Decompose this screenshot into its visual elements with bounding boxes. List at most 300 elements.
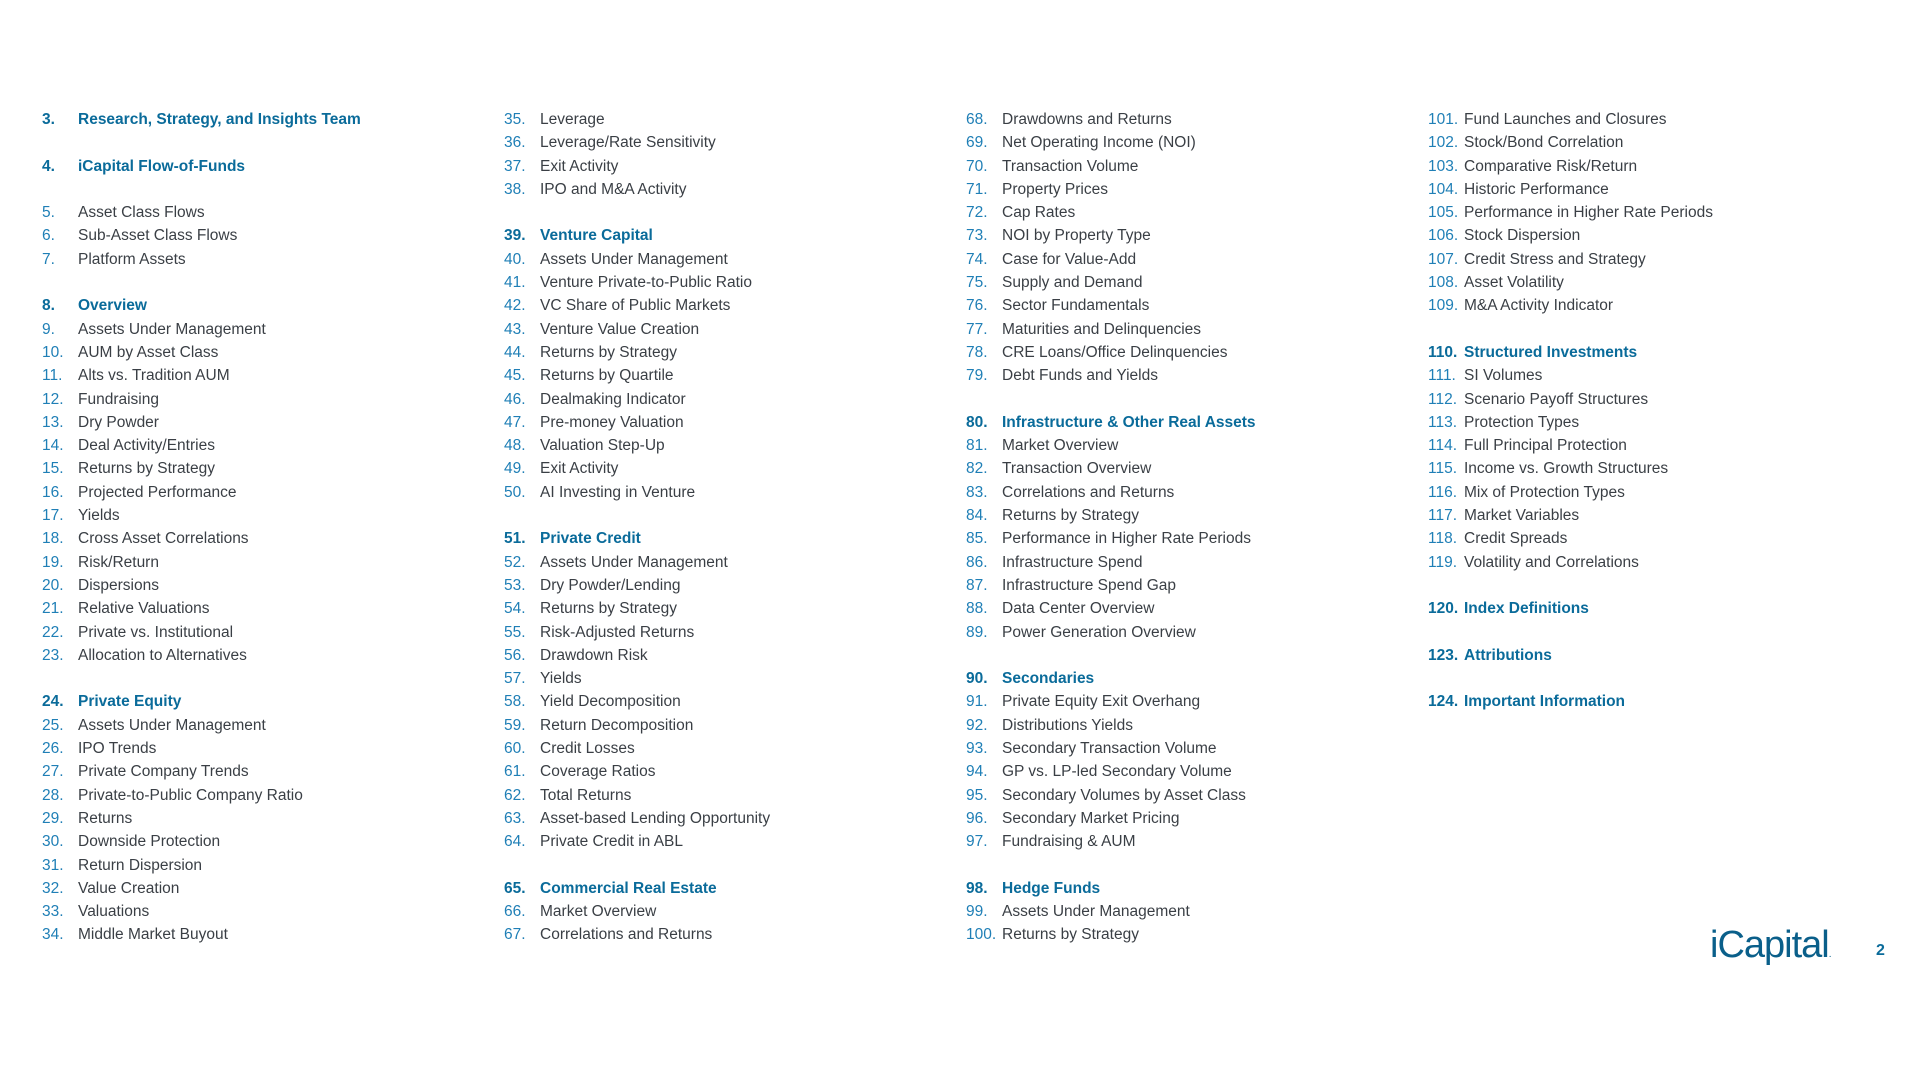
toc-entry[interactable]	[1428, 411, 1868, 434]
toc-entry[interactable]	[504, 108, 944, 131]
toc-entry[interactable]	[42, 737, 482, 760]
toc-label: Supply and Demand	[1002, 274, 1143, 292]
toc-entry[interactable]	[966, 737, 1406, 760]
toc-label: Risk-Adjusted Returns	[540, 623, 695, 641]
toc-entry[interactable]	[504, 737, 944, 760]
toc-spacer	[1428, 667, 1868, 690]
toc-section-heading[interactable]	[504, 224, 944, 247]
toc-label: Dry Powder	[78, 413, 159, 431]
toc-label: Yields	[78, 507, 120, 525]
toc-page-number: 39.	[504, 227, 526, 245]
toc-label: Secondary Transaction Volume	[1002, 740, 1217, 758]
toc-entry[interactable]	[504, 900, 944, 923]
toc-section-heading[interactable]	[1428, 644, 1868, 667]
toc-entry[interactable]	[42, 760, 482, 783]
toc-page-number: 87.	[966, 576, 988, 594]
toc-page-number: 94.	[966, 763, 988, 781]
toc-label: Pre-money Valuation	[540, 413, 684, 431]
toc-section-heading[interactable]	[42, 690, 482, 713]
toc-entry[interactable]	[966, 364, 1406, 387]
toc-entry[interactable]	[1428, 388, 1868, 411]
toc-entry[interactable]	[1428, 481, 1868, 504]
toc-entry[interactable]	[1428, 178, 1868, 201]
toc-page-number: 76.	[966, 297, 988, 315]
toc-page-number: 67.	[504, 926, 526, 944]
toc-label: Risk/Return	[78, 553, 159, 571]
toc-entry[interactable]	[42, 248, 482, 271]
toc-page-number: 17.	[42, 507, 64, 525]
toc-spacer	[504, 854, 944, 877]
toc-label: GP vs. LP-led Secondary Volume	[1002, 763, 1232, 781]
toc-section-heading[interactable]	[42, 294, 482, 317]
toc-page-number: 108.	[1428, 274, 1459, 292]
toc-entry[interactable]	[42, 224, 482, 247]
toc-page-number: 24.	[42, 693, 64, 711]
toc-entry[interactable]	[504, 784, 944, 807]
toc-entry[interactable]	[42, 364, 482, 387]
toc-entry[interactable]	[42, 481, 482, 504]
toc-entry[interactable]	[504, 294, 944, 317]
toc-entry[interactable]	[42, 854, 482, 877]
toc-page-number: 105.	[1428, 204, 1459, 222]
toc-label: Assets Under Management	[540, 553, 728, 571]
logo-mark: .	[1828, 949, 1832, 960]
toc-spacer	[504, 504, 944, 527]
toc-entry[interactable]	[504, 411, 944, 434]
toc-page-number: 27.	[42, 763, 64, 781]
toc-section-heading[interactable]	[504, 877, 944, 900]
toc-entry[interactable]	[504, 248, 944, 271]
toc-label: Total Returns	[540, 786, 632, 804]
toc-label: Infrastructure Spend Gap	[1002, 576, 1177, 594]
toc-entry[interactable]	[42, 551, 482, 574]
toc-label: Deal Activity/Entries	[78, 437, 215, 455]
toc-entry[interactable]	[504, 667, 944, 690]
toc-entry[interactable]	[42, 621, 482, 644]
toc-label: Net Operating Income (NOI)	[1002, 134, 1196, 152]
toc-page-number: 9.	[42, 320, 55, 338]
toc-page-number: 117.	[1428, 507, 1458, 525]
toc-page-number: 48.	[504, 437, 526, 455]
toc-label: Private Equity Exit Overhang	[1002, 693, 1201, 711]
toc-entry[interactable]	[1428, 457, 1868, 480]
toc-label: Private-to-Public Company Ratio	[78, 786, 303, 804]
toc-page-number: 91.	[966, 693, 988, 711]
toc-entry[interactable]	[42, 411, 482, 434]
toc-entry[interactable]	[966, 690, 1406, 713]
toc-entry[interactable]	[42, 201, 482, 224]
toc-entry[interactable]	[966, 457, 1406, 480]
toc-label: SI Volumes	[1464, 367, 1543, 385]
toc-entry[interactable]	[504, 923, 944, 946]
toc-page-number: 106.	[1428, 227, 1459, 245]
toc-page-number: 78.	[966, 343, 988, 361]
toc-label: Correlations and Returns	[540, 926, 713, 944]
toc-entry[interactable]	[1428, 155, 1868, 178]
toc-page-number: 45.	[504, 367, 526, 385]
toc-page-number: 4.	[42, 157, 55, 175]
toc-page-number: 124.	[1428, 693, 1459, 711]
toc-label: Returns	[78, 809, 133, 827]
toc-entry[interactable]	[1428, 271, 1868, 294]
toc-spacer	[1428, 621, 1868, 644]
toc-label: Venture Capital	[540, 227, 653, 245]
toc-label: Stock Dispersion	[1464, 227, 1581, 245]
toc-section-heading[interactable]	[1428, 341, 1868, 364]
toc-label: Structured Investments	[1464, 343, 1638, 361]
toc-entry[interactable]	[1428, 224, 1868, 247]
toc-page-number: 50.	[504, 483, 526, 501]
icapital-logo	[1710, 924, 1832, 967]
toc-entry[interactable]	[966, 201, 1406, 224]
toc-entry[interactable]	[42, 318, 482, 341]
toc-entry[interactable]	[42, 457, 482, 480]
toc-entry[interactable]	[504, 178, 944, 201]
toc-label: Allocation to Alternatives	[78, 646, 247, 664]
toc-page-number: 34.	[42, 926, 64, 944]
toc-page-number: 19.	[42, 553, 64, 571]
toc-label: Secondary Market Pricing	[1002, 809, 1180, 827]
toc-label: Credit Spreads	[1464, 530, 1568, 548]
toc-page-number: 118.	[1428, 530, 1458, 548]
toc-entry[interactable]	[42, 714, 482, 737]
toc-spacer	[42, 131, 482, 154]
toc-label: Volatility and Correlations	[1464, 553, 1639, 571]
toc-section-heading[interactable]	[966, 667, 1406, 690]
toc-page-number: 14.	[42, 437, 64, 455]
toc-entry[interactable]	[42, 504, 482, 527]
toc-page-number: 63.	[504, 809, 526, 827]
toc-entry[interactable]	[966, 784, 1406, 807]
toc-entry[interactable]	[504, 760, 944, 783]
toc-page-number: 71.	[966, 180, 988, 198]
toc-entry[interactable]	[504, 364, 944, 387]
toc-entry[interactable]	[966, 434, 1406, 457]
toc-label: Exit Activity	[540, 460, 619, 478]
toc-entry[interactable]	[966, 527, 1406, 550]
toc-section-heading[interactable]	[1428, 597, 1868, 620]
toc-page-number: 42.	[504, 297, 526, 315]
toc-label: Returns by Strategy	[540, 600, 677, 618]
toc-label: iCapital Flow-of-Funds	[78, 157, 246, 175]
toc-page-number: 38.	[504, 180, 526, 198]
toc-page-number: 52.	[504, 553, 526, 571]
toc-label: Secondary Volumes by Asset Class	[1002, 786, 1246, 804]
toc-entry[interactable]	[504, 271, 944, 294]
toc-section-heading[interactable]	[966, 411, 1406, 434]
toc-entry[interactable]	[966, 621, 1406, 644]
toc-section-heading[interactable]	[42, 108, 482, 131]
toc-entry[interactable]	[966, 481, 1406, 504]
toc-entry[interactable]	[42, 830, 482, 853]
toc-entry[interactable]	[42, 527, 482, 550]
toc-entry[interactable]	[504, 131, 944, 154]
toc-label: Coverage Ratios	[540, 763, 656, 781]
toc-label: Full Principal Protection	[1464, 437, 1627, 455]
toc-entry[interactable]	[966, 155, 1406, 178]
toc-entry[interactable]	[504, 807, 944, 830]
toc-label: Income vs. Growth Structures	[1464, 460, 1669, 478]
toc-entry[interactable]	[966, 271, 1406, 294]
toc-entry[interactable]	[966, 597, 1406, 620]
toc-entry[interactable]	[504, 457, 944, 480]
toc-page-number: 99.	[966, 903, 988, 921]
toc-entry[interactable]	[504, 155, 944, 178]
toc-page-number: 36.	[504, 134, 526, 152]
toc-spacer	[504, 201, 944, 224]
toc-label: Performance in Higher Rate Periods	[1002, 530, 1251, 548]
toc-page-number: 13.	[42, 413, 64, 431]
toc-page-number: 102.	[1428, 134, 1459, 152]
toc-entry[interactable]	[1428, 364, 1868, 387]
toc-page-number: 44.	[504, 343, 526, 361]
toc-page-number: 103.	[1428, 157, 1459, 175]
toc-spacer	[42, 178, 482, 201]
toc-page-number: 104.	[1428, 180, 1459, 198]
toc-spacer	[42, 667, 482, 690]
toc-page-number: 18.	[42, 530, 64, 548]
toc-entry[interactable]	[504, 434, 944, 457]
toc-label: Data Center Overview	[1002, 600, 1155, 618]
toc-label: AUM by Asset Class	[78, 343, 219, 361]
toc-entry[interactable]	[504, 574, 944, 597]
toc-spacer	[42, 271, 482, 294]
toc-entry[interactable]	[966, 830, 1406, 853]
toc-entry[interactable]	[504, 318, 944, 341]
toc-page-number: 101.	[1428, 111, 1459, 128]
toc-page-number: 69.	[966, 134, 988, 152]
toc-page-number: 75.	[966, 274, 988, 292]
toc-column-3	[966, 108, 1406, 947]
toc-label: Dispersions	[78, 576, 159, 594]
toc-label: Cap Rates	[1002, 204, 1076, 222]
toc-label: Fundraising	[78, 390, 159, 408]
toc-page-number: 49.	[504, 460, 526, 478]
toc-label: Commercial Real Estate	[540, 879, 717, 897]
toc-label: Asset Class Flows	[78, 204, 205, 222]
toc-page-number: 29.	[42, 809, 64, 827]
toc-label: Scenario Payoff Structures	[1464, 390, 1649, 408]
toc-column-4	[1428, 108, 1868, 714]
toc-label: Overview	[78, 297, 147, 315]
toc-label: CRE Loans/Office Delinquencies	[1002, 343, 1228, 361]
toc-label: AI Investing in Venture	[540, 483, 696, 501]
toc-label: Private Credit	[540, 530, 641, 548]
toc-entry[interactable]	[966, 341, 1406, 364]
toc-page-number: 61.	[504, 763, 526, 781]
toc-label: Returns by Strategy	[1002, 507, 1139, 525]
toc-page-number: 120.	[1428, 600, 1459, 618]
toc-page-number: 58.	[504, 693, 526, 711]
toc-label: Index Definitions	[1464, 600, 1589, 618]
toc-page-number: 72.	[966, 204, 988, 222]
toc-page-number: 46.	[504, 390, 526, 408]
toc-entry[interactable]	[1428, 527, 1868, 550]
toc-page-number: 43.	[504, 320, 526, 338]
toc-label: Transaction Volume	[1002, 157, 1139, 175]
toc-section-heading[interactable]	[1428, 690, 1868, 713]
toc-entry[interactable]	[1428, 108, 1868, 131]
toc-label: Dealmaking Indicator	[540, 390, 686, 408]
toc-entry[interactable]	[42, 900, 482, 923]
toc-label: M&A Activity Indicator	[1464, 297, 1614, 315]
toc-label: Returns by Quartile	[540, 367, 674, 385]
toc-entry[interactable]	[42, 644, 482, 667]
toc-page-number: 90.	[966, 670, 988, 688]
toc-label: IPO Trends	[78, 740, 157, 758]
toc-label: Returns by Strategy	[78, 460, 215, 478]
toc-page-number: 98.	[966, 879, 988, 897]
toc-label: Mix of Protection Types	[1464, 483, 1625, 501]
toc-page-number: 95.	[966, 786, 988, 804]
toc-entry[interactable]	[504, 690, 944, 713]
toc-page-number: 116.	[1428, 483, 1458, 501]
toc-entry[interactable]	[966, 714, 1406, 737]
toc-label: Value Creation	[78, 879, 180, 897]
toc-entry[interactable]	[1428, 551, 1868, 574]
toc-entry[interactable]	[504, 597, 944, 620]
toc-page-number: 26.	[42, 740, 64, 758]
toc-column-2	[504, 108, 944, 947]
toc-page-number: 82.	[966, 460, 988, 478]
toc-label: Private Company Trends	[78, 763, 249, 781]
toc-page-number: 89.	[966, 623, 988, 641]
toc-page-number: 110.	[1428, 343, 1458, 361]
toc-entry[interactable]	[504, 644, 944, 667]
toc-entry[interactable]	[42, 597, 482, 620]
toc-entry[interactable]	[966, 224, 1406, 247]
toc-entry[interactable]	[966, 760, 1406, 783]
toc-page-number: 25.	[42, 716, 64, 734]
toc-entry[interactable]	[504, 714, 944, 737]
toc-entry[interactable]	[1428, 294, 1868, 317]
toc-entry[interactable]	[966, 923, 1406, 946]
toc-page-number: 64.	[504, 833, 526, 851]
toc-page-number: 73.	[966, 227, 988, 245]
toc-label: Valuations	[78, 903, 150, 921]
toc-entry[interactable]	[1428, 434, 1868, 457]
toc-label: Credit Losses	[540, 740, 635, 758]
toc-entry[interactable]	[966, 504, 1406, 527]
toc-page-number: 5.	[42, 204, 55, 222]
toc-entry[interactable]	[966, 108, 1406, 131]
toc-spacer	[966, 644, 1406, 667]
toc-label: Platform Assets	[78, 250, 186, 268]
page-number: 2	[1876, 942, 1885, 959]
toc-page-number: 123.	[1428, 646, 1459, 664]
toc-entry[interactable]	[966, 131, 1406, 154]
toc-label: Asset Volatility	[1464, 274, 1564, 292]
toc-section-heading[interactable]	[42, 155, 482, 178]
toc-page-number: 83.	[966, 483, 988, 501]
toc-label: Power Generation Overview	[1002, 623, 1196, 641]
toc-entry[interactable]	[966, 248, 1406, 271]
toc-entry[interactable]	[504, 388, 944, 411]
toc-entry[interactable]	[42, 341, 482, 364]
toc-entry[interactable]	[966, 574, 1406, 597]
toc-page-number: 12.	[42, 390, 64, 408]
toc-page-number: 88.	[966, 600, 988, 618]
toc-entry[interactable]	[504, 341, 944, 364]
toc-section-heading[interactable]	[504, 527, 944, 550]
toc-label: Leverage	[540, 111, 605, 128]
toc-page-number: 35.	[504, 111, 526, 128]
toc-page-number: 112.	[1428, 390, 1458, 408]
toc-page-number: 30.	[42, 833, 64, 851]
toc-entry[interactable]	[1428, 131, 1868, 154]
toc-entry[interactable]	[504, 551, 944, 574]
toc-page-number: 60.	[504, 740, 526, 758]
toc-page-number: 20.	[42, 576, 64, 594]
toc-label: Attributions	[1464, 646, 1552, 664]
toc-entry[interactable]	[42, 388, 482, 411]
toc-page-number: 7.	[42, 250, 55, 268]
toc-label: Return Decomposition	[540, 716, 694, 734]
toc-label: Drawdowns and Returns	[1002, 111, 1172, 128]
toc-entry[interactable]	[504, 481, 944, 504]
toc-label: IPO and M&A Activity	[540, 180, 687, 198]
toc-page-number: 70.	[966, 157, 988, 175]
toc-spacer	[1428, 318, 1868, 341]
toc-page-number: 97.	[966, 833, 988, 851]
toc-entry[interactable]	[1428, 201, 1868, 224]
toc-entry[interactable]	[966, 294, 1406, 317]
toc-label: Returns by Strategy	[540, 343, 677, 361]
toc-entry[interactable]	[504, 621, 944, 644]
toc-label: Protection Types	[1464, 413, 1580, 431]
toc-entry[interactable]	[966, 551, 1406, 574]
toc-page-number: 51.	[504, 530, 526, 548]
toc-label: Drawdown Risk	[540, 646, 648, 664]
toc-entry[interactable]	[966, 900, 1406, 923]
toc-label: Correlations and Returns	[1002, 483, 1175, 501]
toc-entry[interactable]	[1428, 504, 1868, 527]
toc-entry[interactable]	[966, 318, 1406, 341]
toc-label: Stock/Bond Correlation	[1464, 134, 1624, 152]
toc-label: Valuation Step-Up	[540, 437, 665, 455]
toc-label: Return Dispersion	[78, 856, 203, 874]
toc-page-number: 96.	[966, 809, 988, 827]
toc-entry[interactable]	[42, 923, 482, 946]
toc-label: Private Equity	[78, 693, 182, 711]
toc-page-number: 23.	[42, 646, 64, 664]
toc-section-heading[interactable]	[966, 877, 1406, 900]
toc-entry[interactable]	[42, 877, 482, 900]
toc-page-number: 31.	[42, 856, 64, 874]
toc-label: Private vs. Institutional	[78, 623, 234, 641]
toc-entry[interactable]	[504, 830, 944, 853]
toc-label: Middle Market Buyout	[78, 926, 228, 944]
toc-entry[interactable]	[1428, 248, 1868, 271]
toc-entry[interactable]	[966, 178, 1406, 201]
toc-label: Fundraising & AUM	[1002, 833, 1136, 851]
toc-entry[interactable]	[42, 784, 482, 807]
toc-page-number: 68.	[966, 111, 988, 128]
toc-label: Sector Fundamentals	[1002, 297, 1150, 315]
toc-label: Maturities and Delinquencies	[1002, 320, 1202, 338]
toc-entry[interactable]	[42, 574, 482, 597]
toc-page-number: 55.	[504, 623, 526, 641]
toc-label: Debt Funds and Yields	[1002, 367, 1158, 385]
toc-label: Case for Value-Add	[1002, 250, 1137, 268]
toc-label: VC Share of Public Markets	[540, 297, 731, 315]
toc-page-number: 22.	[42, 623, 64, 641]
toc-label: Fund Launches and Closures	[1464, 111, 1667, 128]
toc-entry[interactable]	[42, 807, 482, 830]
toc-label: Exit Activity	[540, 157, 619, 175]
toc-entry[interactable]	[966, 807, 1406, 830]
toc-entry[interactable]	[42, 434, 482, 457]
